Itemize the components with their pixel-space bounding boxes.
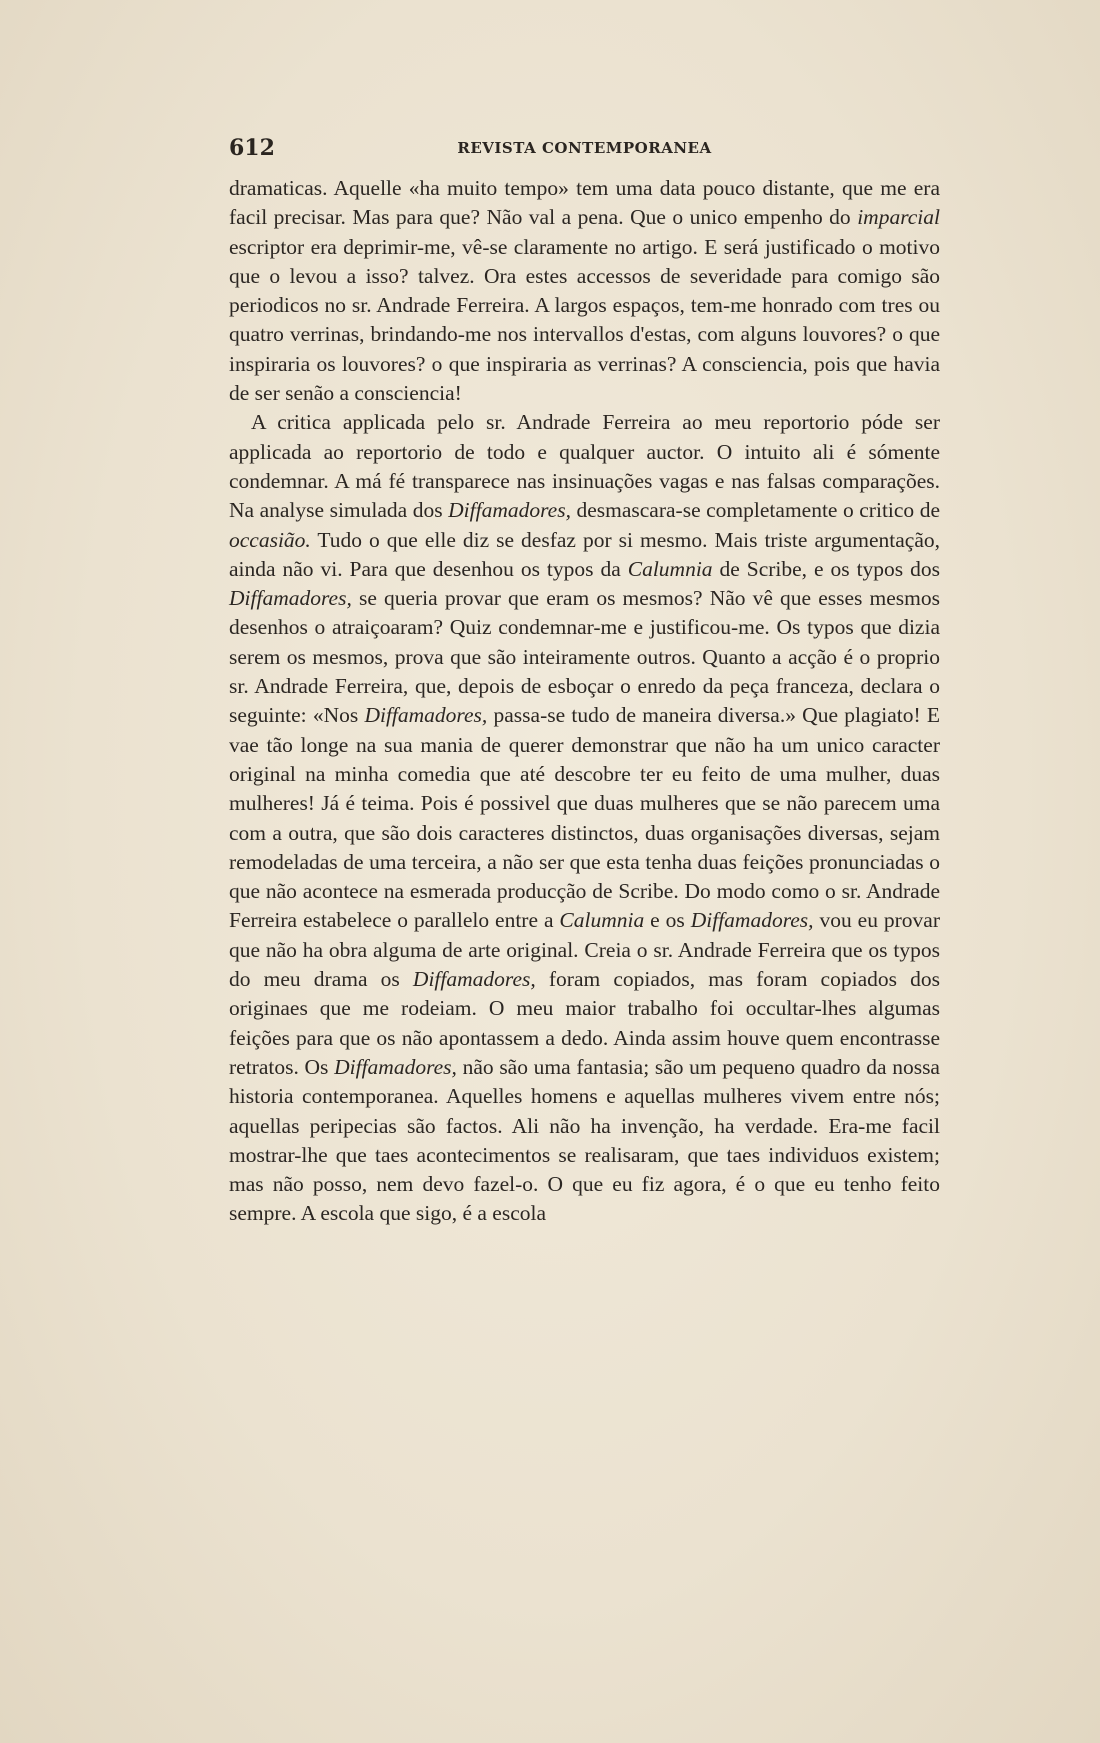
text-segment: vou eu provar que não ha obra alguma de arte original. Creia o sr. Andrade Ferreira que os typos do meu drama os	[229, 908, 940, 992]
text-segment: foram copiados, mas foram copiados dos originaes que me rodeiam. O meu maior trabalho foi occultar-lhes algumas feições para que os não apontassem a dedo. Ainda assim houve quem encontrasse retratos. Os	[229, 967, 940, 1079]
text-segment: A critica applicada pelo sr. Andrade Ferreira ao meu reportorio póde ser applicada ao reportorio de todo e qualquer auctor. O intuito ali é sómente condemnar. A má fé transparece nas insinuações vagas e nas falsas comparações. Na analyse simulada dos	[229, 410, 940, 523]
italic-text-segment: Diffamadores,	[690, 908, 814, 933]
page-number: 612	[229, 135, 275, 161]
text-segment: escriptor era deprimir-me, vê-se claramente no artigo. E será justificado o motivo que o levou a isso? talvez. Ora estes accessos de severidade para comigo são periodicos no sr. Andrade Ferreira. A largos espaços, tem-me honrado com tres ou quatro verrinas, brindando-me nos intervallos d'estas, com alguns louvores? o que inspiraria os louvores? o que inspiraria as verrinas? A consciencia, pois que havia de ser senão a consciencia!	[229, 234, 940, 406]
text-segment: dramaticas. Aquelle «ha muito tempo» tem uma data pouco distante, que me era facil precisar. Mas para que? Não val a pena. Que o unico empenho do	[229, 176, 940, 230]
page-header	[229, 136, 940, 160]
italic-text-segment: imparcial	[857, 205, 940, 230]
italic-text-segment: occasião.	[229, 527, 311, 552]
italic-text-segment: Diffamadores,	[229, 586, 352, 611]
italic-text-segment: Diffamadores,	[334, 1054, 457, 1079]
text-segment: e os	[644, 908, 691, 933]
italic-text-segment: Diffamadores,	[448, 498, 571, 523]
text-segment: Tudo o que elle diz se desfaz por si mesmo. Mais triste argumentação, ainda não vi. Para que desenhou os typos da	[229, 527, 940, 581]
text-segment: desmascara-se completamente o critico de	[570, 498, 940, 523]
text-segment: de Scribe, e os typos dos	[712, 556, 940, 581]
text-segment: se queria provar que eram os mesmos? Não vê que esses mesmos desenhos o atraiçoaram? Quiz condemnar-me e justificou-me. Os typos que dizia serem os mesmos, prova que são inteiramente outros. Quanto a acção é o proprio sr. Andrade Ferreira, que, depois de esboçar o enredo da peça franceza, declara o seguinte: «Nos	[229, 586, 940, 728]
running-title: REVISTA CONTEMPORANEA	[457, 139, 712, 157]
text-segment: não são uma fantasia; são um pequeno quadro da nossa historia contemporanea. Aquelles homens e aquellas mulheres vivem entre nós; aquellas peripecias são factos. Ali não ha invenção, ha verdade. Era-me facil mostrar-lhe que taes acontecimentos se realisaram, que taes individuos existem; mas não posso, nem devo fazel-o. O que eu fiz agora, é o que eu tenho feito sempre. A escola que sigo, é a escola	[229, 1054, 940, 1226]
paragraph-2	[229, 408, 940, 1228]
italic-text-segment: Diffamadores,	[412, 967, 536, 992]
italic-text-segment: Calumnia	[627, 556, 713, 581]
italic-text-segment: Calumnia	[559, 908, 645, 933]
paragraph-1	[229, 174, 940, 408]
italic-text-segment: Diffamadores,	[364, 703, 488, 728]
body-text	[229, 174, 940, 1229]
text-segment: passa-se tudo de maneira diversa.» Que plagiato! E vae tão longe na sua mania de querer demonstrar que não ha um unico caracter original na minha comedia que até descobre ter eu feito de uma mulher, duas mulheres! Já é teima. Pois é possivel que duas mulheres que se não parecem uma com a outra, que são dois caracteres distinctos, duas organisações diversas, sejam remodeladas de uma terceira, a não ser que esta tenha duas feições pronunciadas o que não acontece na esmerada producção de Scribe. Do modo como o sr. Andrade Ferreira estabelece o parallelo entre a	[229, 703, 940, 933]
